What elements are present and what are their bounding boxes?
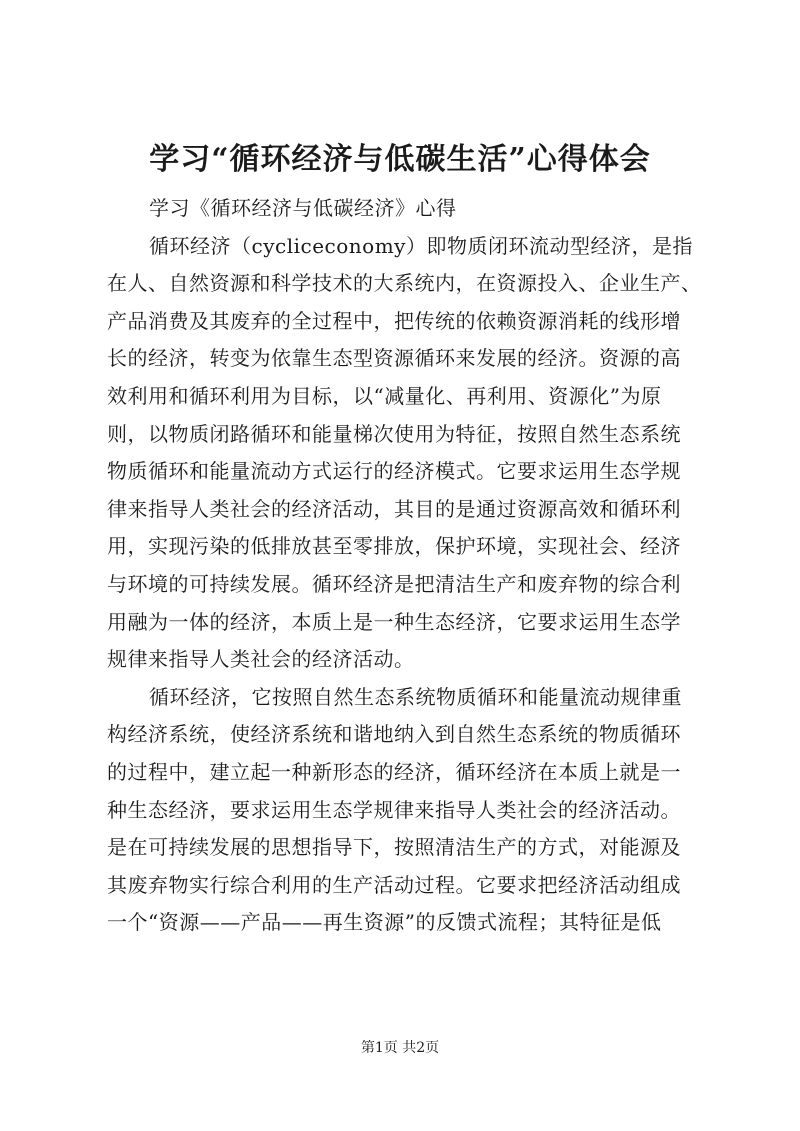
paragraph-2-line: 是在可持续发展的思想指导下，按照清洁生产的方式，对能源及 [107,835,681,860]
paragraph-2-line: 其废弃物实行综合利用的生产活动过程。它要求把经济活动组成 [107,872,681,897]
paragraph-2-line: 循环经济，它按照自然生态系统物质循环和能量流动规律重 [149,684,682,709]
paragraph-1-line: 在人、自然资源和科学技术的大系统内，在资源投入、企业生产、 [107,271,702,296]
subtitle-line: 学习《循环经济与低碳经济》心得 [149,196,457,220]
paragraph-1-line: 长的经济，转变为依靠生态型资源循环来发展的经济。资源的高 [107,346,681,371]
paragraph-1-line: 规律来指导人类社会的经济活动。 [107,647,415,672]
paragraph-1-line: 物质循环和能量流动方式运行的经济模式。它要求运用生态学规 [107,459,681,484]
paragraph-1-line: 产品消费及其废弃的全过程中，把传统的依赖资源消耗的线形增 [107,308,681,333]
paragraph-1-line: 用，实现污染的低排放甚至零排放，保护环境，实现社会、经济 [107,534,681,559]
paragraph-1-line: 效利用和循环利用为目标，以“减量化、再利用、资源化”为原 [107,383,662,408]
paragraph-1-line: 则，以物质闭路循环和能量梯次使用为特征，按照自然生态系统 [107,421,681,446]
paragraph-2-line: 的过程中，建立起一种新形态的经济，循环经济在本质上就是一 [107,759,681,784]
paragraph-1-line: 循环经济（cycliceconomy）即物质闭环流动型经济，是指 [149,233,693,258]
paragraph-1-line: 律来指导人类社会的经济活动，其目的是通过资源高效和循环利 [107,496,681,521]
page-footer: 第1页 共2页 [360,1040,440,1056]
document-body [107,190,707,942]
paragraph-1-line: 与环境的可持续发展。循环经济是把清洁生产和废弃物的综合利 [107,571,681,596]
document-title: 学习“循环经济与低碳生活”心得体会 [149,142,651,177]
paragraph-2-line: 构经济系统，使经济系统和谐地纳入到自然生态系统的物质循环 [107,722,681,747]
paragraph-2-line: 一个“资源——产品——再生资源”的反馈式流程；其特征是低 [107,910,662,935]
paragraph-2-line: 种生态经济，要求运用生态学规律来指导人类社会的经济活动。 [107,797,681,822]
paragraph-1-line: 用融为一体的经济，本质上是一种生态经济，它要求运用生态学 [107,609,681,634]
